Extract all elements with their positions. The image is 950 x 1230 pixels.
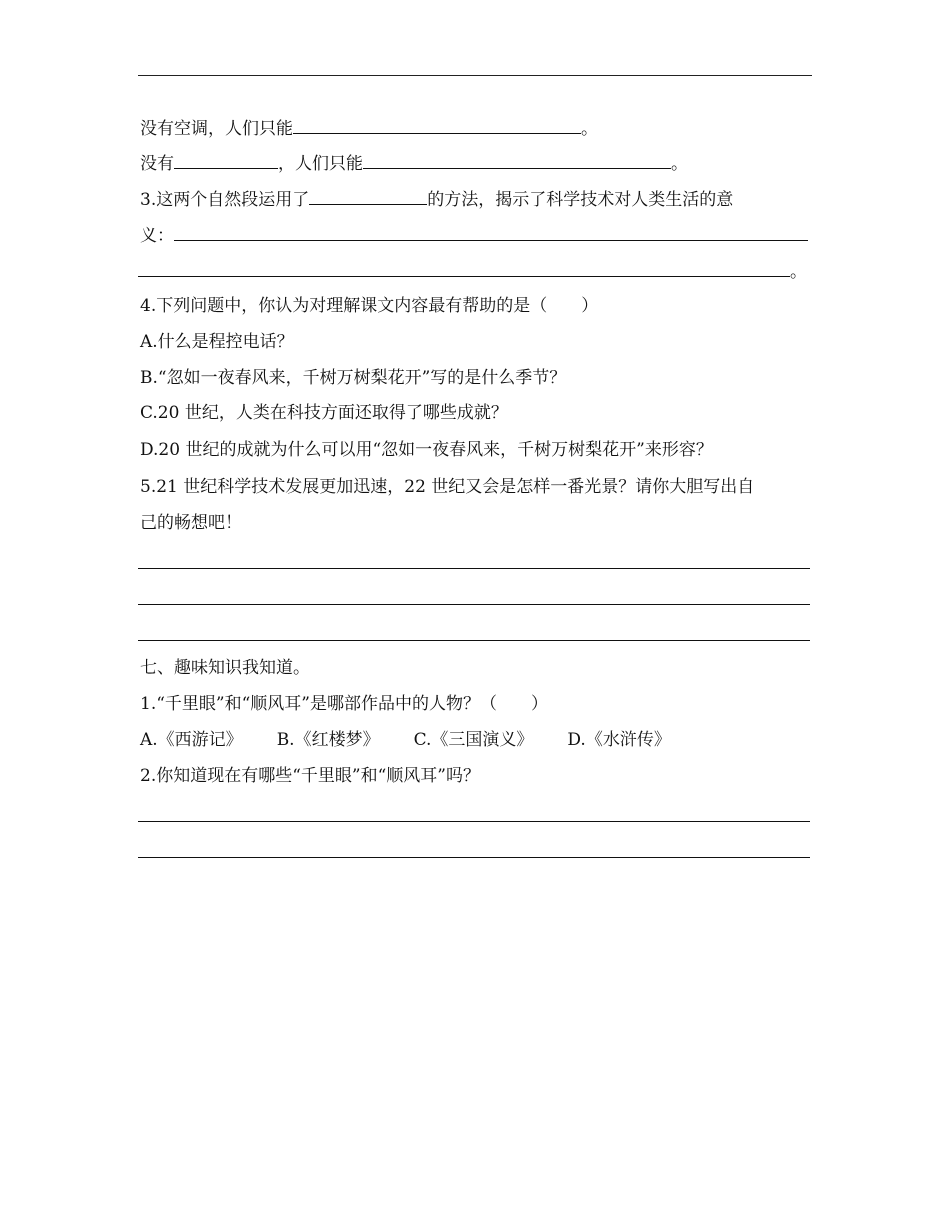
q4-option-a[interactable]: A.什么是程控电话？ (140, 332, 294, 352)
section7-q2: 2.你知道现在有哪些“千里眼”和“顺风耳”吗？ (140, 766, 480, 786)
q5-answer-line[interactable] (138, 568, 810, 569)
section7-answer-line[interactable] (138, 857, 810, 858)
q4-option-c[interactable]: C.20 世纪，人类在科技方面还取得了哪些成就？ (140, 403, 508, 423)
section7-q1-options (140, 729, 705, 751)
q3-suffix: 的方法，揭示了科学技术对人类生活的意 (427, 190, 734, 210)
q3-line2 (140, 223, 808, 247)
q3-line3 (138, 259, 807, 283)
option-c[interactable]: C.《三国演义》 (413, 730, 534, 750)
q5-answer-line[interactable] (138, 640, 810, 641)
q2-line2-mid: ，人们只能 (278, 154, 363, 174)
q2-line1-prefix: 没有空调，人们只能 (140, 119, 293, 139)
q3-line2-prefix: 义： (140, 226, 174, 246)
header-rule (138, 75, 812, 76)
q3-line1 (140, 187, 733, 211)
q2-line1 (140, 116, 598, 140)
q2-line2-prefix: 没有 (140, 154, 174, 174)
answer-blank[interactable] (309, 187, 427, 205)
q3-prefix: 3.这两个自然段运用了 (140, 190, 310, 210)
answer-blank[interactable] (174, 151, 278, 169)
section7-answer-line[interactable] (138, 821, 810, 822)
q2-line2-suffix: 。 (671, 154, 688, 174)
q5-answer-line[interactable] (138, 604, 810, 605)
q5-line2: 己的畅想吧！ (140, 513, 242, 533)
section7-q1: 1.“千里眼”和“顺风耳”是哪部作品中的人物？（ ） (140, 694, 548, 714)
q4-option-d[interactable]: D.20 世纪的成就为什么可以用“忽如一夜春风来，千树万树梨花开”来形容？ (140, 440, 713, 460)
option-a[interactable]: A.《西游记》 (140, 730, 243, 750)
section7-title: 七、趣味知识我知道。 (140, 658, 310, 678)
option-b[interactable]: B.《红楼梦》 (276, 730, 380, 750)
q4-option-b[interactable]: B.“忽如一夜春风来，千树万树梨花开”写的是什么季节？ (140, 368, 567, 388)
q3-line3-suffix: 。 (790, 262, 807, 282)
answer-blank[interactable] (363, 151, 671, 169)
answer-blank[interactable] (293, 116, 581, 134)
option-d[interactable]: D.《水浒传》 (567, 730, 671, 750)
q4-question: 4.下列问题中，你认为对理解课文内容最有帮助的是（ ） (140, 296, 599, 316)
q5-line1: 5.21 世纪科学技术发展更加迅速，22 世纪又会是怎样一番光景？请你大胆写出自 (140, 477, 755, 497)
answer-blank[interactable] (138, 259, 790, 277)
q2-line2 (140, 151, 688, 175)
answer-blank[interactable] (174, 223, 808, 241)
q2-line1-suffix: 。 (581, 119, 598, 139)
